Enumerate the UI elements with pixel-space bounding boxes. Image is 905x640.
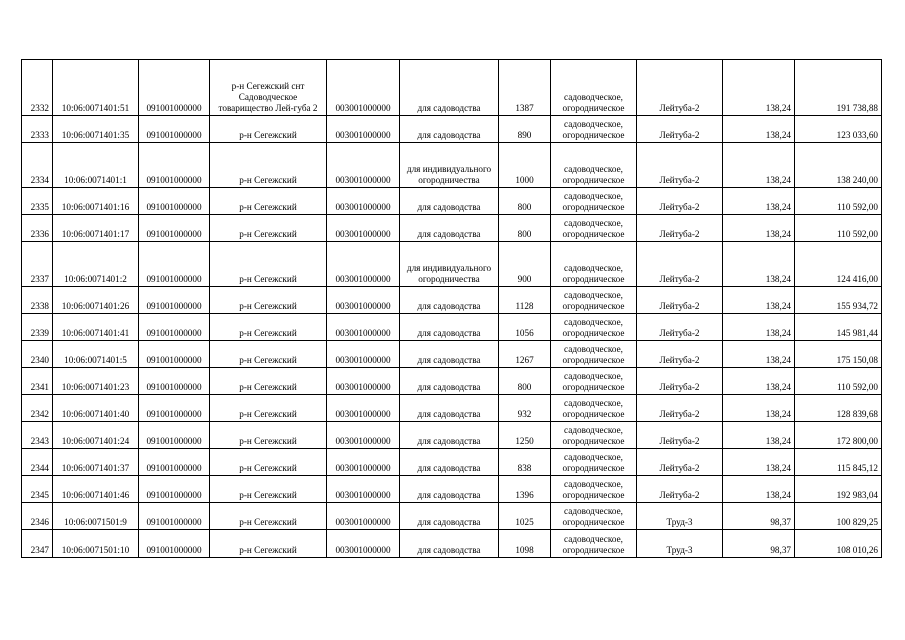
row-number-cell: 2341: [22, 368, 53, 395]
specific-value-cell: 138,24: [723, 116, 795, 143]
cadastral-number-cell: 10:06:0071401:51: [53, 60, 139, 116]
oktmo-code-cell: 003001000000: [327, 341, 400, 368]
specific-value-cell: 138,24: [723, 395, 795, 422]
okato-code-cell: 091001000000: [139, 287, 210, 314]
cadastral-zone-cell: Лейтуба-2: [637, 116, 723, 143]
okato-code-cell: 091001000000: [139, 215, 210, 242]
area-cell: 1128: [499, 287, 551, 314]
specific-value-cell: 138,24: [723, 476, 795, 503]
oktmo-code-cell: 003001000000: [327, 476, 400, 503]
table-row: [22, 60, 882, 116]
cadastral-zone-cell: Лейтуба-2: [637, 395, 723, 422]
specific-value-cell: 98,37: [723, 503, 795, 530]
specific-value-cell: 138,24: [723, 314, 795, 341]
specific-value-cell: 138,24: [723, 242, 795, 287]
cadastral-zone-cell: Лейтуба-2: [637, 476, 723, 503]
specific-value-cell: 98,37: [723, 530, 795, 558]
cadastral-zone-cell: Труд-3: [637, 503, 723, 530]
table-row: [22, 368, 882, 395]
cadastral-number-cell: 10:06:0071501:10: [53, 530, 139, 558]
specific-value-cell: 138,24: [723, 287, 795, 314]
address-cell: р-н Сегежский: [210, 368, 327, 395]
permitted-use-cell: для садоводства: [400, 188, 499, 215]
cadastral-value-cell: 138 240,00: [795, 143, 882, 188]
okato-code-cell: 091001000000: [139, 143, 210, 188]
area-cell: 800: [499, 188, 551, 215]
cadastral-number-cell: 10:06:0071401:26: [53, 287, 139, 314]
cadastral-zone-cell: Лейтуба-2: [637, 60, 723, 116]
cadastral-value-cell: 155 934,72: [795, 287, 882, 314]
cadastral-value-cell: 124 416,00: [795, 242, 882, 287]
area-cell: 1396: [499, 476, 551, 503]
table-row: [22, 476, 882, 503]
cadastral-zone-cell: Лейтуба-2: [637, 314, 723, 341]
cadastral-number-cell: 10:06:0071401:41: [53, 314, 139, 341]
okato-code-cell: 091001000000: [139, 530, 210, 558]
permitted-use-cell: для садоводства: [400, 449, 499, 476]
area-cell: 932: [499, 395, 551, 422]
area-cell: 1025: [499, 503, 551, 530]
land-use-category-cell: садоводческое, огородническое: [551, 215, 637, 242]
land-use-category-cell: садоводческое, огородническое: [551, 476, 637, 503]
okato-code-cell: 091001000000: [139, 476, 210, 503]
area-cell: 890: [499, 116, 551, 143]
cadastral-value-cell: 192 983,04: [795, 476, 882, 503]
land-use-category-cell: садоводческое, огородническое: [551, 449, 637, 476]
permitted-use-cell: для садоводства: [400, 476, 499, 503]
cadastral-number-cell: 10:06:0071501:9: [53, 503, 139, 530]
permitted-use-cell: для индивидуального огородничества: [400, 242, 499, 287]
oktmo-code-cell: 003001000000: [327, 395, 400, 422]
cadastral-zone-cell: Лейтуба-2: [637, 215, 723, 242]
table-row: [22, 395, 882, 422]
cadastral-zone-cell: Лейтуба-2: [637, 341, 723, 368]
address-cell: р-н Сегежский: [210, 143, 327, 188]
okato-code-cell: 091001000000: [139, 314, 210, 341]
permitted-use-cell: для садоводства: [400, 215, 499, 242]
specific-value-cell: 138,24: [723, 368, 795, 395]
okato-code-cell: 091001000000: [139, 60, 210, 116]
table-row: [22, 422, 882, 449]
permitted-use-cell: для садоводства: [400, 116, 499, 143]
permitted-use-cell: для садоводства: [400, 368, 499, 395]
land-use-category-cell: садоводческое, огородническое: [551, 116, 637, 143]
row-number-cell: 2333: [22, 116, 53, 143]
cadastral-number-cell: 10:06:0071401:5: [53, 341, 139, 368]
area-cell: 800: [499, 368, 551, 395]
cadastral-value-cell: 175 150,08: [795, 341, 882, 368]
oktmo-code-cell: 003001000000: [327, 60, 400, 116]
row-number-cell: 2347: [22, 530, 53, 558]
cadastral-value-cell: 115 845,12: [795, 449, 882, 476]
address-cell: р-н Сегежский: [210, 287, 327, 314]
cadastral-value-cell: 128 839,68: [795, 395, 882, 422]
okato-code-cell: 091001000000: [139, 395, 210, 422]
area-cell: 1267: [499, 341, 551, 368]
oktmo-code-cell: 003001000000: [327, 503, 400, 530]
permitted-use-cell: для садоводства: [400, 60, 499, 116]
land-use-category-cell: садоводческое, огородническое: [551, 242, 637, 287]
address-cell: р-н Сегежский: [210, 188, 327, 215]
cadastral-number-cell: 10:06:0071401:1: [53, 143, 139, 188]
cadastral-number-cell: 10:06:0071401:40: [53, 395, 139, 422]
cadastral-value-cell: 191 738,88: [795, 60, 882, 116]
table-row: [22, 116, 882, 143]
cadastral-number-cell: 10:06:0071401:24: [53, 422, 139, 449]
cadastral-value-cell: 110 592,00: [795, 368, 882, 395]
land-use-category-cell: садоводческое, огородническое: [551, 314, 637, 341]
specific-value-cell: 138,24: [723, 422, 795, 449]
table-row: [22, 314, 882, 341]
cadastral-value-table: [21, 59, 882, 558]
cadastral-number-cell: 10:06:0071401:2: [53, 242, 139, 287]
cadastral-value-cell: 108 010,26: [795, 530, 882, 558]
oktmo-code-cell: 003001000000: [327, 242, 400, 287]
permitted-use-cell: для садоводства: [400, 503, 499, 530]
address-cell: р-н Сегежский: [210, 314, 327, 341]
okato-code-cell: 091001000000: [139, 422, 210, 449]
cadastral-number-cell: 10:06:0071401:35: [53, 116, 139, 143]
area-cell: 1056: [499, 314, 551, 341]
address-cell: р-н Сегежский: [210, 422, 327, 449]
cadastral-value-cell: 145 981,44: [795, 314, 882, 341]
area-cell: 1250: [499, 422, 551, 449]
permitted-use-cell: для садоводства: [400, 314, 499, 341]
land-use-category-cell: садоводческое, огородническое: [551, 287, 637, 314]
cadastral-zone-cell: Лейтуба-2: [637, 422, 723, 449]
okato-code-cell: 091001000000: [139, 188, 210, 215]
oktmo-code-cell: 003001000000: [327, 287, 400, 314]
okato-code-cell: 091001000000: [139, 116, 210, 143]
table-row: [22, 341, 882, 368]
row-number-cell: 2340: [22, 341, 53, 368]
permitted-use-cell: для садоводства: [400, 530, 499, 558]
oktmo-code-cell: 003001000000: [327, 116, 400, 143]
cadastral-number-cell: 10:06:0071401:16: [53, 188, 139, 215]
address-cell: р-н Сегежский: [210, 215, 327, 242]
row-number-cell: 2335: [22, 188, 53, 215]
specific-value-cell: 138,24: [723, 215, 795, 242]
area-cell: 1000: [499, 143, 551, 188]
address-cell: р-н Сегежский: [210, 242, 327, 287]
specific-value-cell: 138,24: [723, 60, 795, 116]
okato-code-cell: 091001000000: [139, 503, 210, 530]
cadastral-value-cell: 110 592,00: [795, 188, 882, 215]
row-number-cell: 2343: [22, 422, 53, 449]
table-row: [22, 287, 882, 314]
area-cell: 1387: [499, 60, 551, 116]
specific-value-cell: 138,24: [723, 188, 795, 215]
row-number-cell: 2342: [22, 395, 53, 422]
table-row: [22, 188, 882, 215]
okato-code-cell: 091001000000: [139, 449, 210, 476]
row-number-cell: 2345: [22, 476, 53, 503]
area-cell: 838: [499, 449, 551, 476]
table-row: [22, 143, 882, 188]
table-row: [22, 503, 882, 530]
table-row: [22, 242, 882, 287]
table-row: [22, 530, 882, 558]
cadastral-zone-cell: Лейтуба-2: [637, 368, 723, 395]
cadastral-number-cell: 10:06:0071401:37: [53, 449, 139, 476]
address-cell: р-н Сегежский: [210, 341, 327, 368]
cadastral-zone-cell: Лейтуба-2: [637, 287, 723, 314]
land-use-category-cell: садоводческое, огородническое: [551, 188, 637, 215]
cadastral-number-cell: 10:06:0071401:17: [53, 215, 139, 242]
okato-code-cell: 091001000000: [139, 368, 210, 395]
cadastral-number-cell: 10:06:0071401:23: [53, 368, 139, 395]
land-use-category-cell: садоводческое, огородническое: [551, 60, 637, 116]
cadastral-number-cell: 10:06:0071401:46: [53, 476, 139, 503]
cadastral-value-cell: 123 033,60: [795, 116, 882, 143]
cadastral-zone-cell: Лейтуба-2: [637, 188, 723, 215]
address-cell: р-н Сегежский: [210, 503, 327, 530]
okato-code-cell: 091001000000: [139, 341, 210, 368]
oktmo-code-cell: 003001000000: [327, 314, 400, 341]
land-use-category-cell: садоводческое, огородническое: [551, 143, 637, 188]
row-number-cell: 2337: [22, 242, 53, 287]
oktmo-code-cell: 003001000000: [327, 215, 400, 242]
specific-value-cell: 138,24: [723, 341, 795, 368]
cadastral-value-cell: 172 800,00: [795, 422, 882, 449]
row-number-cell: 2332: [22, 60, 53, 116]
table-row: [22, 449, 882, 476]
permitted-use-cell: для садоводства: [400, 287, 499, 314]
permitted-use-cell: для садоводства: [400, 341, 499, 368]
row-number-cell: 2346: [22, 503, 53, 530]
address-cell: р-н Сегежский снт Садоводческое товарищество Лей-губа 2: [210, 60, 327, 116]
address-cell: р-н Сегежский: [210, 116, 327, 143]
oktmo-code-cell: 003001000000: [327, 188, 400, 215]
land-use-category-cell: садоводческое, огородническое: [551, 530, 637, 558]
oktmo-code-cell: 003001000000: [327, 449, 400, 476]
address-cell: р-н Сегежский: [210, 395, 327, 422]
row-number-cell: 2344: [22, 449, 53, 476]
permitted-use-cell: для садоводства: [400, 395, 499, 422]
row-number-cell: 2339: [22, 314, 53, 341]
address-cell: р-н Сегежский: [210, 476, 327, 503]
row-number-cell: 2338: [22, 287, 53, 314]
area-cell: 900: [499, 242, 551, 287]
table-row: [22, 215, 882, 242]
row-number-cell: 2334: [22, 143, 53, 188]
table-body: [22, 60, 882, 558]
oktmo-code-cell: 003001000000: [327, 368, 400, 395]
oktmo-code-cell: 003001000000: [327, 530, 400, 558]
area-cell: 1098: [499, 530, 551, 558]
cadastral-zone-cell: Лейтуба-2: [637, 242, 723, 287]
specific-value-cell: 138,24: [723, 449, 795, 476]
row-number-cell: 2336: [22, 215, 53, 242]
land-use-category-cell: садоводческое, огородническое: [551, 503, 637, 530]
area-cell: 800: [499, 215, 551, 242]
permitted-use-cell: для индивидуального огородничества: [400, 143, 499, 188]
land-use-category-cell: садоводческое, огородническое: [551, 368, 637, 395]
okato-code-cell: 091001000000: [139, 242, 210, 287]
address-cell: р-н Сегежский: [210, 449, 327, 476]
address-cell: р-н Сегежский: [210, 530, 327, 558]
cadastral-zone-cell: Труд-3: [637, 530, 723, 558]
oktmo-code-cell: 003001000000: [327, 422, 400, 449]
oktmo-code-cell: 003001000000: [327, 143, 400, 188]
cadastral-zone-cell: Лейтуба-2: [637, 143, 723, 188]
cadastral-value-cell: 110 592,00: [795, 215, 882, 242]
land-use-category-cell: садоводческое, огородническое: [551, 422, 637, 449]
cadastral-value-cell: 100 829,25: [795, 503, 882, 530]
permitted-use-cell: для садоводства: [400, 422, 499, 449]
land-use-category-cell: садоводческое, огородническое: [551, 395, 637, 422]
specific-value-cell: 138,24: [723, 143, 795, 188]
land-use-category-cell: садоводческое, огородническое: [551, 341, 637, 368]
cadastral-zone-cell: Лейтуба-2: [637, 449, 723, 476]
